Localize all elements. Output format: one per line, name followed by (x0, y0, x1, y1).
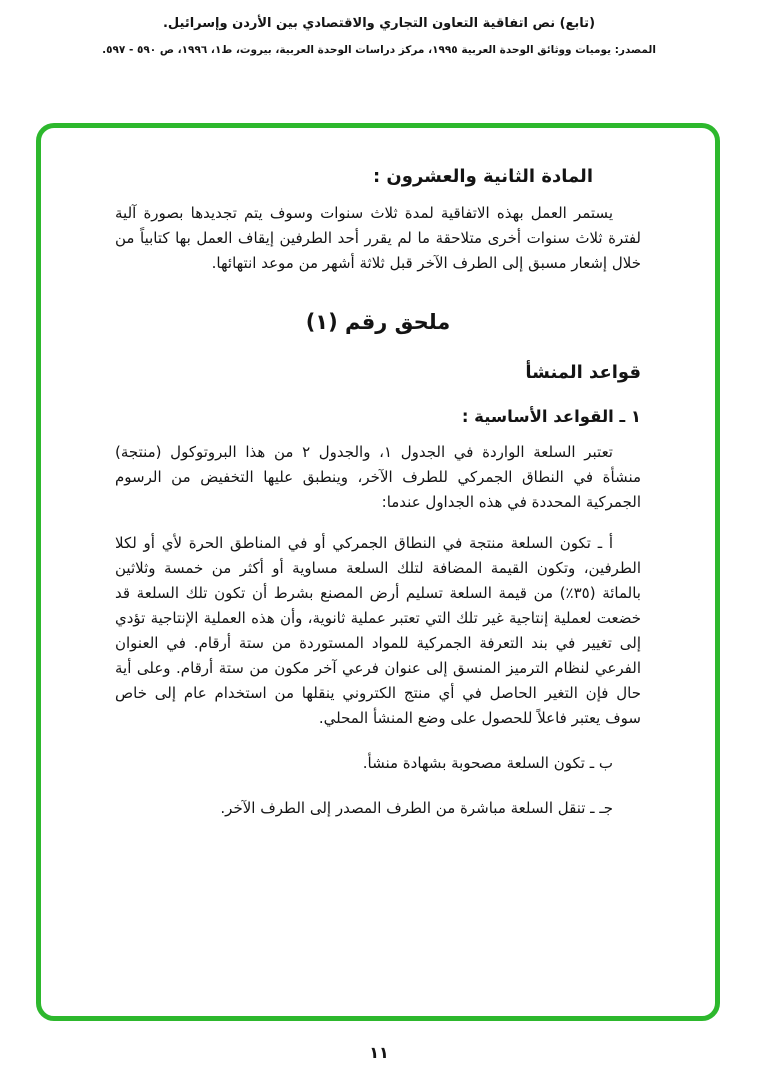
header-source-line: المصدر: يوميات ووثائق الوحدة العربية ١٩٩٥، مركز دراسات الوحدة العربية، بيروت، ط١، ١٩٩٦، ص ٥٩٠ - ٥٩٧. (102, 44, 656, 56)
header-title: (تابع) نص اتفاقية التعاون التجاري والاقتصادي بين الأردن وإسرائيل. (162, 16, 596, 31)
article-22-heading: المادة الثانية والعشرون : (372, 166, 593, 187)
condition-item-b: ب ـ تكون السلعة مصحوبة بشهادة منشأ. (362, 754, 613, 772)
article-22-body: يستمر العمل بهذه الاتفاقية لمدة ثلاث سنوات وسوف يتم تجديدها بصورة آلية لفترة ثلاث سنوات أخرى متلاحقة ما لم يقرر أحد الطرفين إيقاف العمل بها كتابياً من خلال إشعار مسبق إلى الطرف الآخر قبل ثلاثة أشهر من موعد انتهائها. (115, 204, 641, 272)
page-header (0, 0, 758, 56)
condition-item-a: أ ـ تكون السلعة منتجة في النطاق الجمركي أو في المناطق الحرة لأي أو لكلا الطرفين، وتكون القيمة المضافة لتلك السلعة مساوية أو أكثر من خمسة وثلاثين بالمائة (٣٥٪) من قيمة السلعة تسليم أرض المصنع بشرط أن تكون تلك السلعة قد خضعت لعملية إنتاجية غير تلك التي تعتبر عملية ثانوية، وأن هذه العملية الإنتاجية تؤدي إلى تغيير في بند التعرفة الجمركية للمواد المستوردة من ستة أرقام. في العنوان الفرعي لنظام الترميز المنسق إلى عنوان فرعي آخر مكون من ستة أرقام. وعلى أية حال فإن التغير الحاصل في أي منتج الكتروني ينقلها من استخدام عام إلى خاص سوف يعتبر فاعلاً للحصول على وضع المنشأ المحلي. (115, 534, 641, 727)
basic-rules-section-heading: ١ ـ القواعد الأساسية : (461, 407, 641, 426)
green-content-frame (36, 123, 720, 1021)
condition-item-c: جـ ـ تنقل السلعة مباشرة من الطرف المصدر إلى الطرف الآخر. (220, 799, 613, 817)
rules-of-origin-heading: قواعد المنشأ (525, 362, 641, 383)
annex-1-heading: ملحق رقم (١) (305, 310, 451, 334)
page-number: ١١ (369, 1043, 389, 1062)
intro-paragraph: تعتبر السلعة الواردة في الجدول ١، والجدول ٢ من هذا البروتوكول (منتجة) منشأة في النطاق الجمركي للطرف الآخر، وينطبق عليها التخفيض من الرسوم الجمركية المحددة في هذه الجداول عندما: (115, 443, 641, 511)
